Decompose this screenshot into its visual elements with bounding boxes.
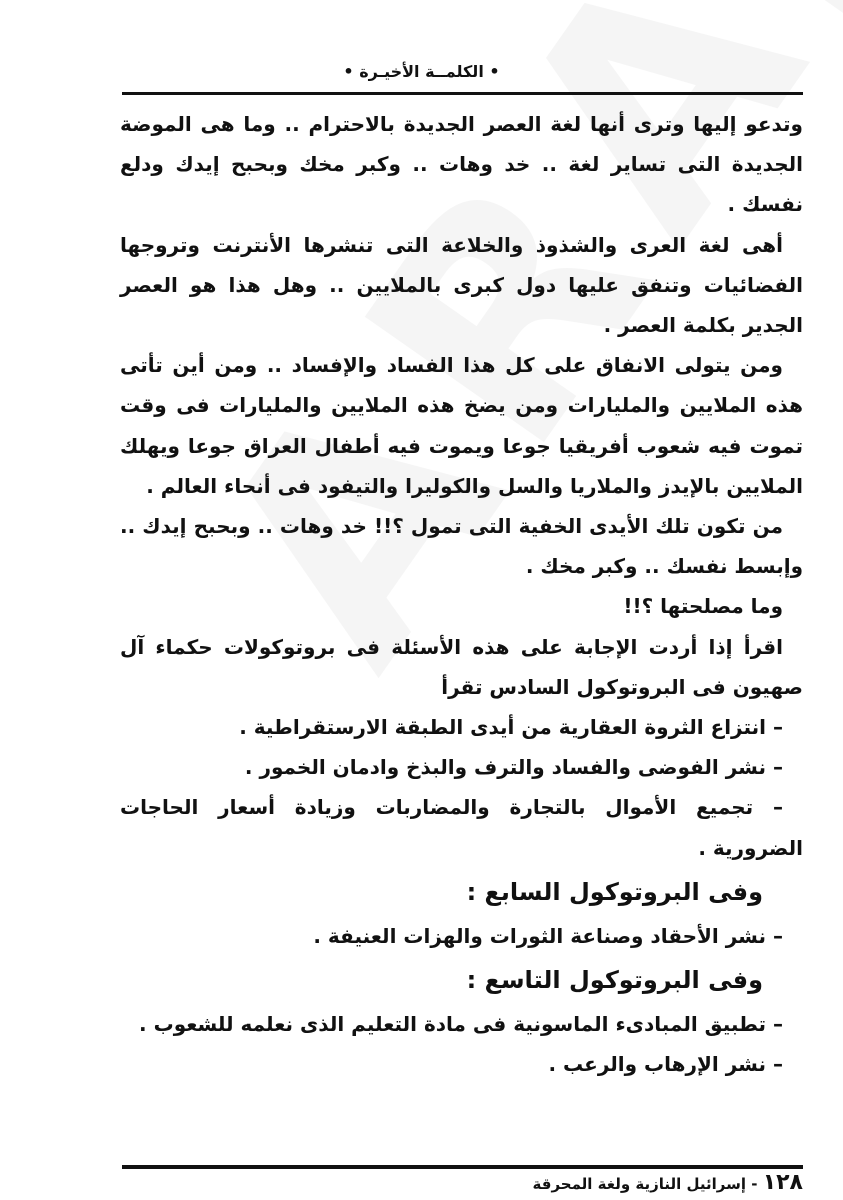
paragraph-5: وما مصلحتها ؟!! [623, 594, 783, 619]
paragraph-6: اقرأ إذا أردت الإجابة على هذه الأسئلة فى بروتوكولات حكماء آل صهيون فى البروتوكول السادس تقرأ [120, 634, 803, 699]
body-text [120, 104, 803, 1084]
running-header: • الكلمــة الأخيـرة • [343, 62, 500, 81]
list-item-sixth-2: – نشر الفوضى والفساد والترف والبذخ وادمان الخمور . [244, 755, 783, 780]
paragraph-3: ومن يتولى الانفاق على كل هذا الفساد والإفساد .. ومن أين تأتى هذه الملايين والمليارات ومن يضخ هذه الملايين والمليارات فى وقت تموت فيه شعوب أفريقيا جوعا ويموت فيه أطفال العراق جوعا ويهلك الملايين بالإيدز والملاريا والسل والكوليرا والتيفود فى أنحاء العالم . [120, 353, 803, 498]
list-item-sixth-1: – انتزاع الثروة العقارية من أيدى الطبقة الارستقراطية . [239, 715, 783, 740]
page-footer [500, 1170, 803, 1195]
paragraph-1: وتدعو إليها وترى أنها لغة العصر الجديدة بالاحترام .. وما هى الموضة الجديدة التى تساير لغة .. خد وهات .. وكبر مخك وبحبح إيدك ودلع نفسك . [120, 112, 803, 217]
list-item-sixth-3: – تجميع الأموال بالتجارة والمضاربات وزيادة أسعار الحاجات الضرورية . [120, 795, 803, 860]
page-number: ١٢٨ [762, 1170, 803, 1195]
header-rule [122, 92, 803, 95]
list-item-ninth-1: – تطبيق المبادىء الماسونية فى مادة التعليم الذى نعلمه للشعوب . [139, 1012, 783, 1037]
heading-seventh-protocol: وفى البروتوكول السابع : [466, 877, 763, 906]
paragraph-4: من تكون تلك الأيدى الخفية التى تمول ؟!! خد وهات .. وبحبح إيدك .. وإبسط نفسك .. وكبر مخك . [120, 514, 803, 579]
footer-rule [122, 1165, 803, 1169]
paragraph-2: أهى لغة العرى والشذوذ والخلاعة التى تنشرها الأنترنت وتروجها الفضائيات وتنفق عليها دول كبرى بالملايين .. وهل هذا هو العصر الجدير بكلمة العصر . [120, 232, 803, 338]
list-item-ninth-2: – نشر الإرهاب والرعب . [548, 1052, 783, 1077]
heading-ninth-protocol: وفى البروتوكول التاسع : [466, 966, 763, 995]
list-item-seventh-1: – نشر الأحقاد وصناعة الثورات والهزات العنيفة . [313, 923, 783, 948]
book-title: - إسرائيل النازية ولغة المحرقة [532, 1175, 758, 1193]
